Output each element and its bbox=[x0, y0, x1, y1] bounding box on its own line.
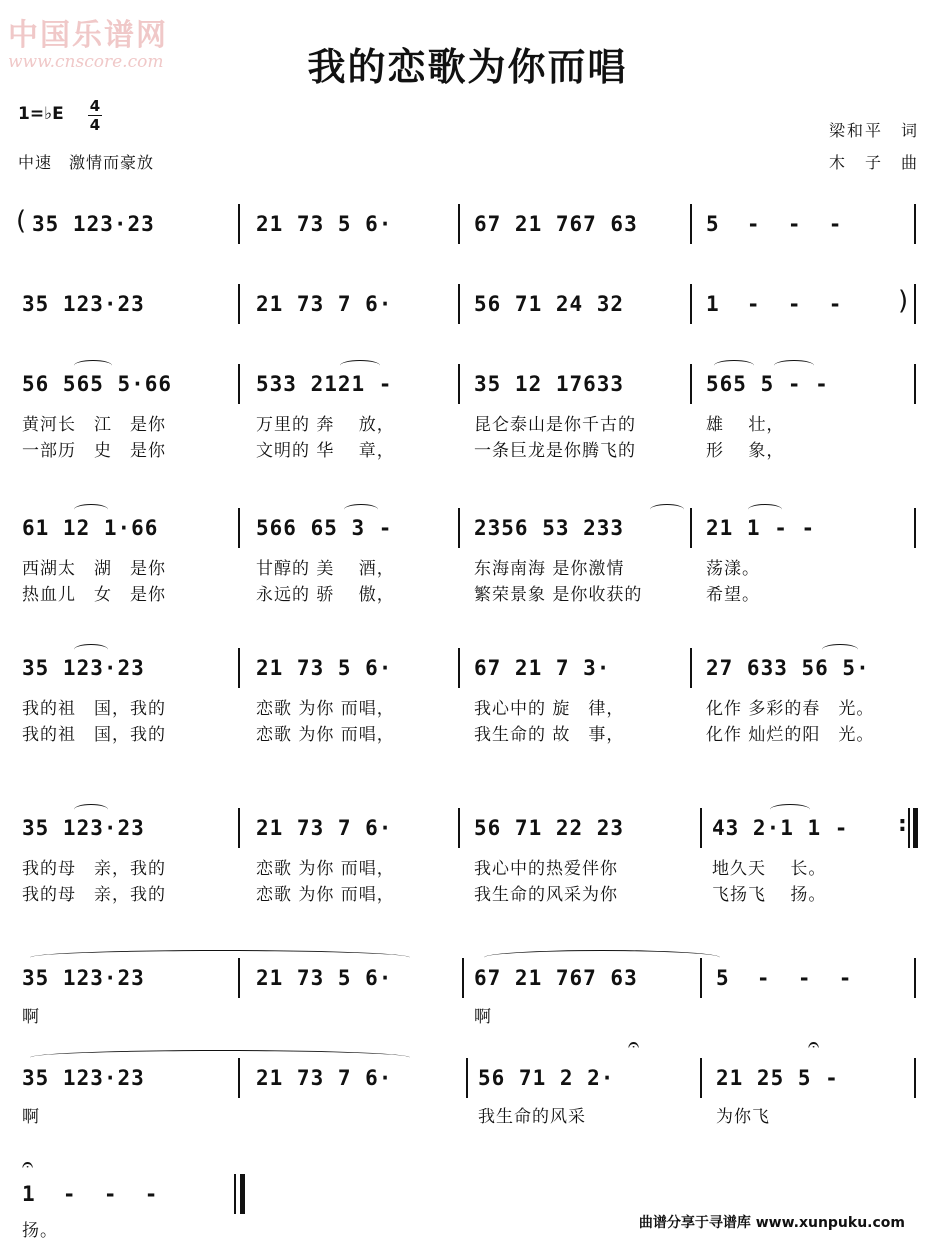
lyric: 啊 bbox=[22, 1007, 40, 1027]
barline bbox=[458, 204, 460, 244]
slur bbox=[30, 1050, 410, 1065]
lyric: 雄 壮， bbox=[706, 415, 785, 435]
slur bbox=[484, 950, 720, 965]
measure: 21 1 - - bbox=[706, 516, 816, 540]
score-line-4 bbox=[0, 516, 935, 606]
measure: 21 73 7 6· bbox=[256, 292, 393, 316]
barline bbox=[238, 364, 240, 404]
measure: 35 123·23 bbox=[22, 966, 145, 990]
measure: 5 - - - bbox=[706, 212, 843, 236]
lyric: 扬。 bbox=[22, 1221, 58, 1241]
measure: 35 123·23 bbox=[22, 816, 145, 840]
lyric: 东海南海 是你激情 bbox=[474, 559, 625, 579]
lyric: 繁荣景象 是你收获的 bbox=[474, 585, 643, 605]
measure: 56 71 2 2· bbox=[478, 1066, 615, 1090]
barline bbox=[690, 508, 692, 548]
barline bbox=[908, 808, 910, 848]
slur bbox=[30, 950, 410, 965]
lyricist-credit: 梁和平 词 bbox=[828, 121, 919, 140]
score-line-5 bbox=[0, 656, 935, 746]
barline bbox=[458, 364, 460, 404]
barline bbox=[914, 1058, 916, 1098]
measure: 43 2·1 1 - bbox=[712, 816, 849, 840]
lyric: 文明的 华 章， bbox=[256, 441, 395, 461]
barline bbox=[238, 204, 240, 244]
fermata-icon: 𝄐 bbox=[22, 1152, 34, 1176]
barline bbox=[700, 958, 702, 998]
measure: 21 73 5 6· bbox=[256, 212, 393, 236]
barline bbox=[238, 808, 240, 848]
watermark-logo: 中国乐谱网 bbox=[8, 18, 168, 53]
lyric: 西湖太 湖 是你 bbox=[22, 559, 166, 579]
measure: 35 123·23 bbox=[22, 292, 145, 316]
lyric: 我心中的 旋 律， bbox=[474, 699, 625, 719]
barline bbox=[238, 958, 240, 998]
barline bbox=[238, 508, 240, 548]
slur bbox=[74, 644, 108, 655]
lyric: 恋歌 为你 而唱， bbox=[256, 699, 395, 719]
barline-thick bbox=[913, 808, 918, 848]
measure: 67 21 7 3· bbox=[474, 656, 611, 680]
lyric: 我的母 亲，我的 bbox=[22, 859, 166, 879]
composer-credit: 木 子 曲 bbox=[828, 153, 919, 172]
lyric: 啊 bbox=[22, 1107, 40, 1127]
watermark-url: www.cnscore.com bbox=[8, 52, 164, 72]
fermata-icon: 𝄐 bbox=[628, 1032, 640, 1056]
lyric: 恋歌 为你 而唱， bbox=[256, 885, 395, 905]
lyric: 飞扬飞 扬。 bbox=[712, 885, 827, 905]
barline bbox=[914, 958, 916, 998]
measure: 35 12 17633 bbox=[474, 372, 625, 396]
measure: 56 71 22 23 bbox=[474, 816, 625, 840]
barline bbox=[238, 1058, 240, 1098]
time-sig-top: 4 bbox=[89, 97, 101, 115]
barline bbox=[700, 1058, 702, 1098]
measure: 56 565 5·66 bbox=[22, 372, 173, 396]
footer-credit: 曲谱分享于寻谱库 www.xunpuku.com bbox=[638, 1215, 905, 1231]
lyric: 形 象， bbox=[706, 441, 785, 461]
time-signature bbox=[88, 98, 102, 133]
lyric: 为你飞 bbox=[716, 1107, 770, 1127]
measure: 21 73 7 6· bbox=[256, 816, 393, 840]
lyric: 黄河长 江 是你 bbox=[22, 415, 166, 435]
measure: 2356 53 233 bbox=[474, 516, 625, 540]
lyric: 一部历 史 是你 bbox=[22, 441, 166, 461]
measure: 565 5 - - bbox=[706, 372, 829, 396]
lyric: 我心中的热爱伴你 bbox=[474, 859, 618, 879]
barline bbox=[458, 284, 460, 324]
lyric: 地久天 长。 bbox=[712, 859, 827, 879]
measure: 67 21 767 63 bbox=[474, 212, 638, 236]
barline bbox=[238, 648, 240, 688]
slur bbox=[774, 360, 814, 371]
measure: 35 123·23 bbox=[32, 212, 155, 236]
lyric: 希望。 bbox=[706, 585, 760, 605]
lyric: 我生命的风采为你 bbox=[474, 885, 618, 905]
measure: 566 65 3 - bbox=[256, 516, 393, 540]
time-sig-bottom: 4 bbox=[89, 116, 101, 134]
measure: 27 633 56 5· bbox=[706, 656, 870, 680]
barline bbox=[690, 204, 692, 244]
lyric: 热血儿 女 是你 bbox=[22, 585, 166, 605]
measure: 67 21 767 63 bbox=[474, 966, 638, 990]
slur bbox=[822, 644, 858, 655]
measure: 35 123·23 bbox=[22, 1066, 145, 1090]
barline bbox=[238, 284, 240, 324]
lyric: 甘醇的 美 酒， bbox=[256, 559, 395, 579]
close-repeat-paren: ) bbox=[898, 286, 909, 316]
score-line-1 bbox=[0, 206, 935, 272]
lyric: 我的祖 国，我的 bbox=[22, 725, 166, 745]
repeat-sign: : bbox=[898, 812, 907, 837]
barline bbox=[914, 284, 916, 324]
barline bbox=[690, 648, 692, 688]
measure: 35 123·23 bbox=[22, 656, 145, 680]
lyric: 我生命的风采 bbox=[478, 1107, 586, 1127]
measure: 21 73 7 6· bbox=[256, 1066, 393, 1090]
lyric: 昆仑泰山是你千古的 bbox=[474, 415, 636, 435]
open-repeat-paren: ( bbox=[16, 206, 27, 236]
barline bbox=[458, 508, 460, 548]
barline bbox=[914, 204, 916, 244]
barline bbox=[914, 508, 916, 548]
measure: 21 73 5 6· bbox=[256, 966, 393, 990]
slur bbox=[74, 360, 112, 371]
barline bbox=[458, 648, 460, 688]
fermata-icon: 𝄐 bbox=[808, 1032, 820, 1056]
lyric: 永远的 骄 傲， bbox=[256, 585, 395, 605]
barline bbox=[700, 808, 702, 848]
lyric: 我生命的 故 事， bbox=[474, 725, 625, 745]
measure: 21 73 5 6· bbox=[256, 656, 393, 680]
tempo-marking: 中速 激情而豪放 bbox=[18, 153, 155, 172]
score-line-7 bbox=[0, 966, 935, 1036]
measure: 533 2121 - bbox=[256, 372, 393, 396]
score-line-8 bbox=[0, 1032, 935, 1136]
lyric: 万里的 奔 放， bbox=[256, 415, 395, 435]
slur bbox=[650, 504, 684, 515]
lyric: 我的祖 国，我的 bbox=[22, 699, 166, 719]
barline-thick bbox=[240, 1174, 245, 1214]
lyric: 荡漾。 bbox=[706, 559, 760, 579]
slur bbox=[340, 360, 380, 371]
barline bbox=[690, 284, 692, 324]
barline bbox=[458, 808, 460, 848]
measure: 5 - - - bbox=[716, 966, 853, 990]
lyric: 恋歌 为你 而唱， bbox=[256, 725, 395, 745]
score-line-3 bbox=[0, 372, 935, 462]
barline bbox=[466, 1058, 468, 1098]
slur bbox=[748, 504, 782, 515]
measure: 1 - - - bbox=[706, 292, 843, 316]
barline bbox=[462, 958, 464, 998]
measure: 1 - - - bbox=[22, 1182, 159, 1206]
slur bbox=[74, 804, 108, 815]
slur bbox=[714, 360, 754, 371]
slur bbox=[344, 504, 378, 515]
measure: 56 71 24 32 bbox=[474, 292, 625, 316]
slur bbox=[74, 504, 108, 515]
slur bbox=[770, 804, 810, 815]
lyric: 化作 灿烂的阳 光。 bbox=[706, 725, 875, 745]
barline bbox=[234, 1174, 236, 1214]
lyric: 恋歌 为你 而唱， bbox=[256, 859, 395, 879]
key-signature: 1=♭E bbox=[18, 104, 64, 124]
lyric: 啊 bbox=[474, 1007, 492, 1027]
lyric: 化作 多彩的春 光。 bbox=[706, 699, 875, 719]
score-line-6 bbox=[0, 812, 935, 906]
score-line-2 bbox=[0, 286, 935, 352]
lyric: 一条巨龙是你腾飞的 bbox=[474, 441, 636, 461]
song-title: 我的恋歌为你而唱 bbox=[307, 45, 628, 89]
measure: 21 25 5 - bbox=[716, 1066, 839, 1090]
barline bbox=[690, 364, 692, 404]
measure: 61 12 1·66 bbox=[22, 516, 159, 540]
barline bbox=[914, 364, 916, 404]
lyric: 我的母 亲，我的 bbox=[22, 885, 166, 905]
